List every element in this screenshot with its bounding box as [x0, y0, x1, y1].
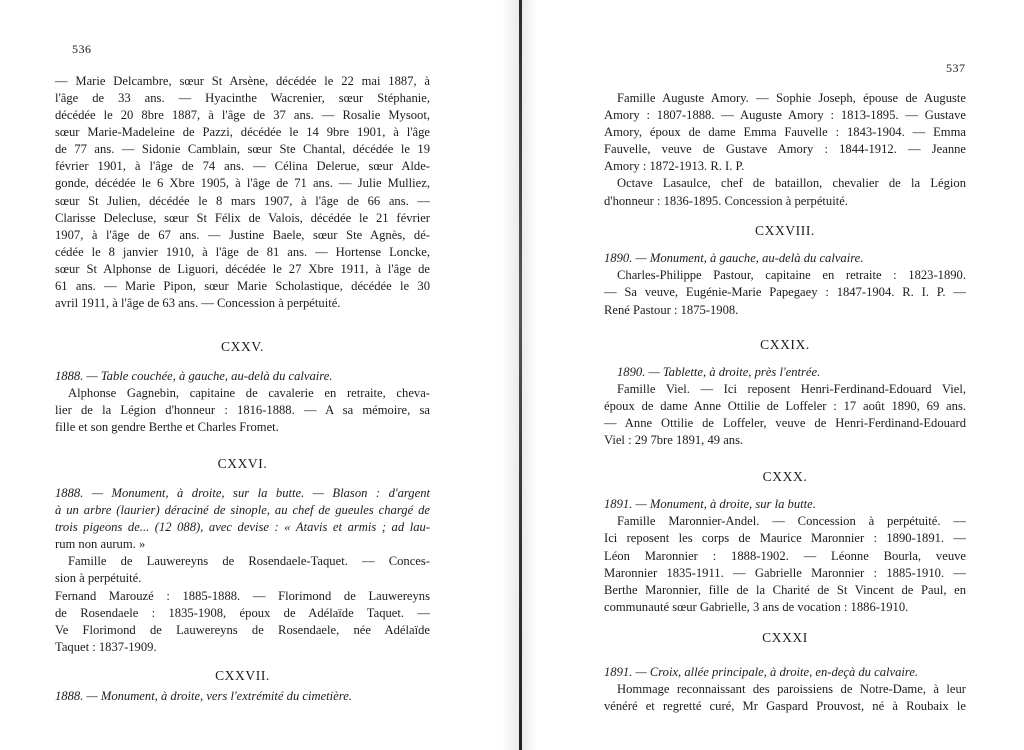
section-heading-cxxx: CXXX.: [762, 469, 808, 484]
text-line: 1907, à l'âge de 67 ans. — Justine Baele, sœur Ste Agnès, dé-: [55, 228, 430, 242]
section-heading-cxxvii: CXXVII.: [215, 668, 270, 683]
text-line: de 77 ans. — Sidonie Camblain, sœur Ste Chantal, décédée le 19: [55, 142, 430, 156]
text-line: Amory : 1807-1888. — Auguste Amory : 1813-1895. — Gustave: [604, 108, 966, 122]
text-line: 61 ans. — Marie Pipon, sœur Marie Scholastique, décédée le 30: [55, 279, 430, 293]
text-line: communauté sœur Gabrielle, 3 ans de vocation : 1886-1910.: [604, 600, 909, 614]
section-heading-cxxix: CXXIX.: [760, 337, 810, 352]
text-line: février 1901, à l'âge de 74 ans. — Célina Delerue, sœur Alde-: [55, 159, 430, 173]
entry-title-1888: 1888. — Table couchée, à gauche, au-delà du calvaire.: [55, 369, 333, 383]
text-line: Fernand Marouzé : 1885-1888. — Florimond de Lauwereyns: [55, 589, 430, 603]
text-line: — Anne Ottilie de Loffeler, veuve de Henri-Ferdinand-Edouard: [604, 416, 966, 430]
text-line: sœur St Julien, décédée le 8 mars 1907, à l'âge de 66 ans. —: [55, 194, 430, 208]
text-line: Viel : 29 7bre 1891, 49 ans.: [604, 433, 744, 447]
text-line: Alphonse Gagnebin, capitaine de cavalerie en retraite, cheva-: [68, 386, 430, 400]
text-line: trois pigeons de... (12 088), avec devise : « Atavis et armis ; ad lau-: [55, 520, 430, 534]
entry-title-1890: 1890. — Tablette, à droite, près l'entrée.: [617, 365, 821, 379]
book-gutter: [519, 0, 522, 750]
text-line: fille et son gendre Berthe et Charles Fromet.: [55, 420, 279, 434]
page-number-right: 537: [946, 61, 966, 75]
text-line: l'âge de 33 ans. — Hyacinthe Wacrenier, sœur Stéphanie,: [55, 91, 430, 105]
text-line: avril 1911, à l'âge de 63 ans. — Concession à perpétuité.: [55, 296, 341, 310]
section-heading-cxxv: CXXV.: [221, 339, 264, 354]
text-line: sœur Marie-Madeleine de Pazzi, décédée le 14 9bre 1901, à l'âge: [55, 125, 430, 139]
text-line: Famille Viel. — Ici reposent Henri-Ferdinand-Edouard Viel,: [617, 382, 966, 396]
text-line: Fauvelle, veuve de Gustave Amory : 1844-1912. — Jeanne: [604, 142, 966, 156]
entry-title-1891: 1891. — Croix, allée principale, à droite, en-deçà du calvaire.: [604, 665, 919, 679]
entry-title-1891: 1891. — Monument, à droite, sur la butte.: [604, 497, 816, 511]
text-line: Octave Lasaulce, chef de bataillon, chevalier de la Légion: [617, 176, 966, 190]
text-line: de Rosendaele : 1835-1908, époux de Adélaïde Taquet. —: [55, 606, 430, 620]
text-line: lier de la Légion d'honneur : 1816-1888. — A sa mémoire, sa: [55, 403, 430, 417]
text-line: Taquet : 1837-1909.: [55, 640, 157, 654]
text-line: rum non aurum. »: [55, 537, 146, 551]
entry-title-1888: 1888. — Monument, à droite, vers l'extrémité du cimetière.: [55, 689, 352, 703]
text-line: Clarisse Delecluse, sœur St Félix de Valois, décédée le 21 février: [55, 211, 430, 225]
text-line: Famille de Lauwereyns de Rosendaele-Taquet. — Conces-: [68, 554, 430, 568]
text-line: Amory, époux de dame Emma Fauvelle : 1843-1904. — Emma: [604, 125, 966, 139]
text-line: Léon Maronnier : 1888-1902. — Léonne Bourla, veuve: [604, 549, 966, 563]
entry-title-1890: 1890. — Monument, à gauche, au-delà du calvaire.: [604, 251, 864, 265]
text-line: Famille Maronnier-Andel. — Concession à perpétuité. —: [617, 514, 966, 528]
text-line: gonde, décédée le 6 Xbre 1905, à l'âge de 71 ans. — Julie Mulliez,: [55, 176, 430, 190]
text-line: sœur St Alphonse de Liguori, décédée le 27 Xbre 1911, à l'âge de: [55, 262, 430, 276]
section-heading-cxxviii: CXXVIII.: [755, 223, 815, 238]
text-line: époux de dame Anne Ottilie de Loffeler : 17 août 1890, 69 ans.: [604, 399, 966, 413]
text-line: vénéré et regretté curé, Mr Gaspard Prouvost, né à Roubaix le: [604, 699, 966, 713]
text-line: Amory : 1872-1913. R. I. P.: [604, 159, 745, 173]
entry-title-1888: 1888. — Monument, à droite, sur la butte. — Blason : d'argent: [55, 486, 430, 500]
text-line: à un arbre (laurier) déraciné de sinople, au chef de gueules chargé de: [55, 503, 430, 517]
section-heading-cxxvi: CXXVI.: [217, 456, 268, 471]
text-line: Ici reposent les corps de Maurice Maronnier : 1890-1891. —: [604, 531, 966, 545]
text-line: René Pastour : 1875-1908.: [604, 303, 739, 317]
text-line: cédée le 8 janvier 1910, à l'âge de 81 ans. — Hortense Loncke,: [55, 245, 430, 259]
text-line: d'honneur : 1836-1895. Concession à perpétuité.: [604, 194, 848, 208]
section-heading-cxxxi: CXXXI: [762, 630, 808, 645]
text-line: Maronnier 1835-1911. — Gabrielle Maronnier : 1885-1910. —: [604, 566, 966, 580]
text-line: Charles-Philippe Pastour, capitaine en retraite : 1823-1890.: [617, 268, 966, 282]
text-line: Ve Florimond de Lauwereyns de Rosendaele, née Adélaïde: [55, 623, 430, 637]
text-line: — Sa veuve, Eugénie-Marie Papegaey : 1847-1904. R. I. P. —: [604, 285, 966, 299]
text-line: — Marie Delcambre, sœur St Arsène, décédée le 22 mai 1887, à: [55, 74, 430, 88]
text-line: Famille Auguste Amory. — Sophie Joseph, épouse de Auguste: [617, 91, 966, 105]
text-line: Hommage reconnaissant des paroissiens de Notre-Dame, à leur: [617, 682, 966, 696]
text-line: sion à perpétuité.: [55, 571, 142, 585]
page-number-left: 536: [72, 42, 92, 56]
text-line: Berthe Maronnier, fille de la Charité de St Vincent de Paul, en: [604, 583, 966, 597]
text-line: décédée le 20 8bre 1887, à l'âge de 37 ans. — Rosalie Mysoot,: [55, 108, 430, 122]
